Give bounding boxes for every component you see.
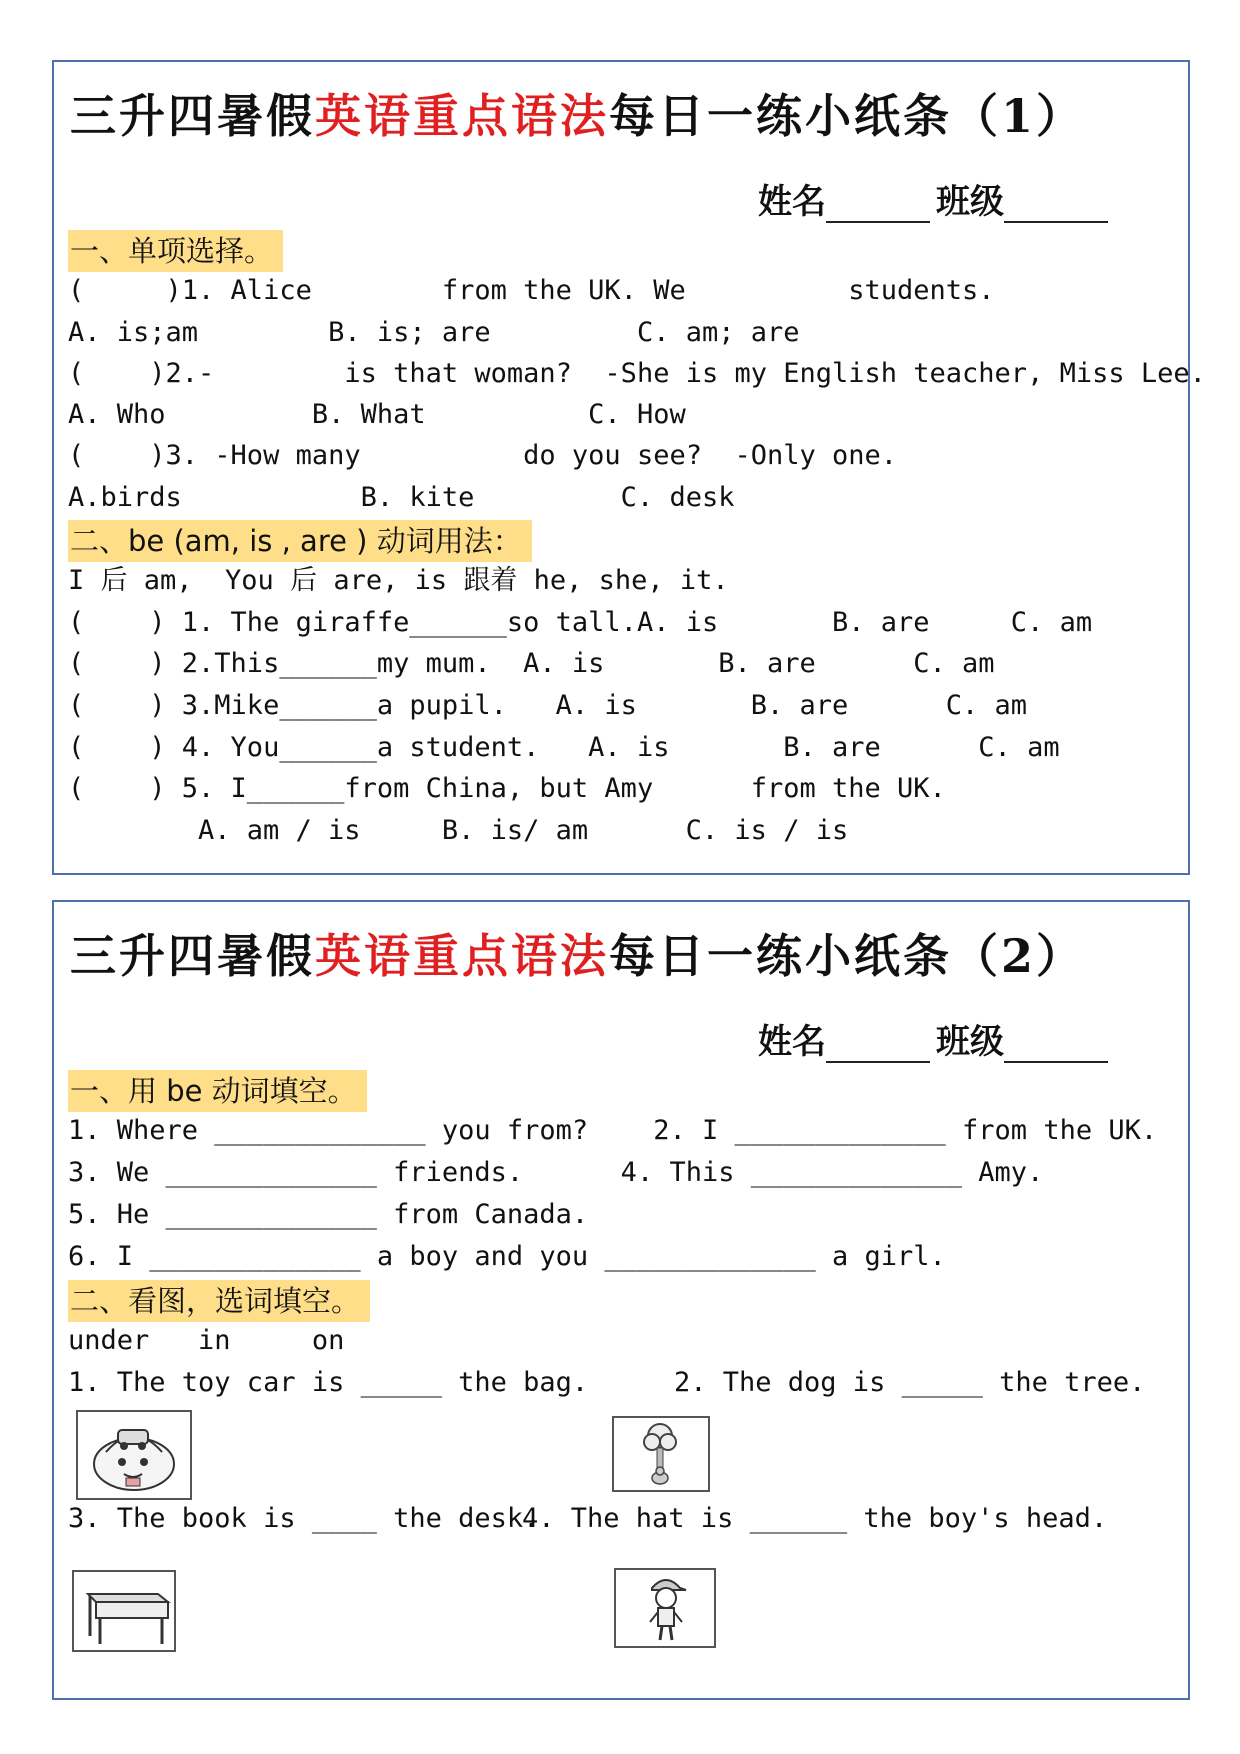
be-question-2: ( ) 2.This______my mum. A. is B. are C. am [68,648,995,679]
question-2: ( )2.- is that woman? -She is my English teacher, Miss Lee. [68,358,1206,389]
name-class-row-2 [758,1014,1108,1063]
worksheet-title-2: 三升四暑假英语重点语法每日一练小纸条（2） [70,929,1086,983]
fill-line-2: 3. We _____________ friends. 4. This _____________ Amy. [68,1157,1044,1188]
word-bank: under in on [68,1325,345,1356]
be-verb-rule: I 后 am, You 后 are, is 跟着 he, she, it. [68,565,729,596]
worksheet-card-2 [52,900,1190,1700]
section-heading-fill-be: 一、用 be 动词填空。 [68,1070,367,1112]
name-label: 姓名 [758,1022,826,1062]
class-label: 班级 [936,1022,1004,1062]
question-3-options: A.birds B. kite C. desk [68,482,735,513]
section-heading-picture: 二、看图，选词填空。 [68,1280,370,1322]
be-question-3: ( ) 3.Mike______a pupil. A. is B. are C. am [68,690,1028,721]
name-field[interactable] [826,191,930,223]
question-1-options: A. is;am B. is; are C. am; are [68,317,800,348]
worksheet-card-1 [52,60,1206,875]
fill-line-3: 5. He _____________ from Canada. [68,1199,589,1230]
name-class-row-1 [758,174,1108,223]
question-1: ( )1. Alice from the UK. We students. [68,275,995,306]
desk-icon [72,1570,176,1652]
name-field[interactable] [826,1031,930,1063]
name-label: 姓名 [758,182,826,222]
class-field[interactable] [1004,1031,1108,1063]
boy-with-hat-icon [614,1568,716,1648]
question-2-options: A. Who B. What C. How [68,399,686,430]
dog-under-tree-icon [612,1416,710,1492]
be-question-4: ( ) 4. You______a student. A. is B. are C. am [68,732,1060,763]
picture-question-4: 4. The hat is ______ the boy's head. [522,1503,1108,1534]
be-question-1: ( ) 1. The giraffe______so tall.A. is B. are C. am [68,607,1093,638]
worksheet-title-1: 三升四暑假英语重点语法每日一练小纸条（1） [70,89,1086,143]
bag-with-toy-car-icon [76,1410,192,1500]
picture-question-1: 1. The toy car is _____ the bag. [68,1367,589,1398]
class-label: 班级 [936,182,1004,222]
fill-line-1: 1. Where _____________ you from? 2. I _____________ from the UK. [68,1115,1158,1146]
section-heading-be-verbs: 二、be (am, is , are ) 动词用法： [68,520,532,562]
fill-line-4: 6. I _____________ a boy and you _____________ a girl. [68,1241,946,1272]
class-field[interactable] [1004,191,1108,223]
question-3: ( )3. -How many do you see? -Only one. [68,440,898,471]
be-question-5: ( ) 5. I______from China, but Amy from the UK. [68,773,946,804]
be-question-5-options: A. am / is B. is/ am C. is / is [198,815,849,846]
picture-question-3: 3. The book is ____ the desk. [68,1503,540,1534]
section-heading-choice: 一、单项选择。 [68,230,283,272]
picture-question-2: 2. The dog is _____ the tree. [674,1367,1146,1398]
